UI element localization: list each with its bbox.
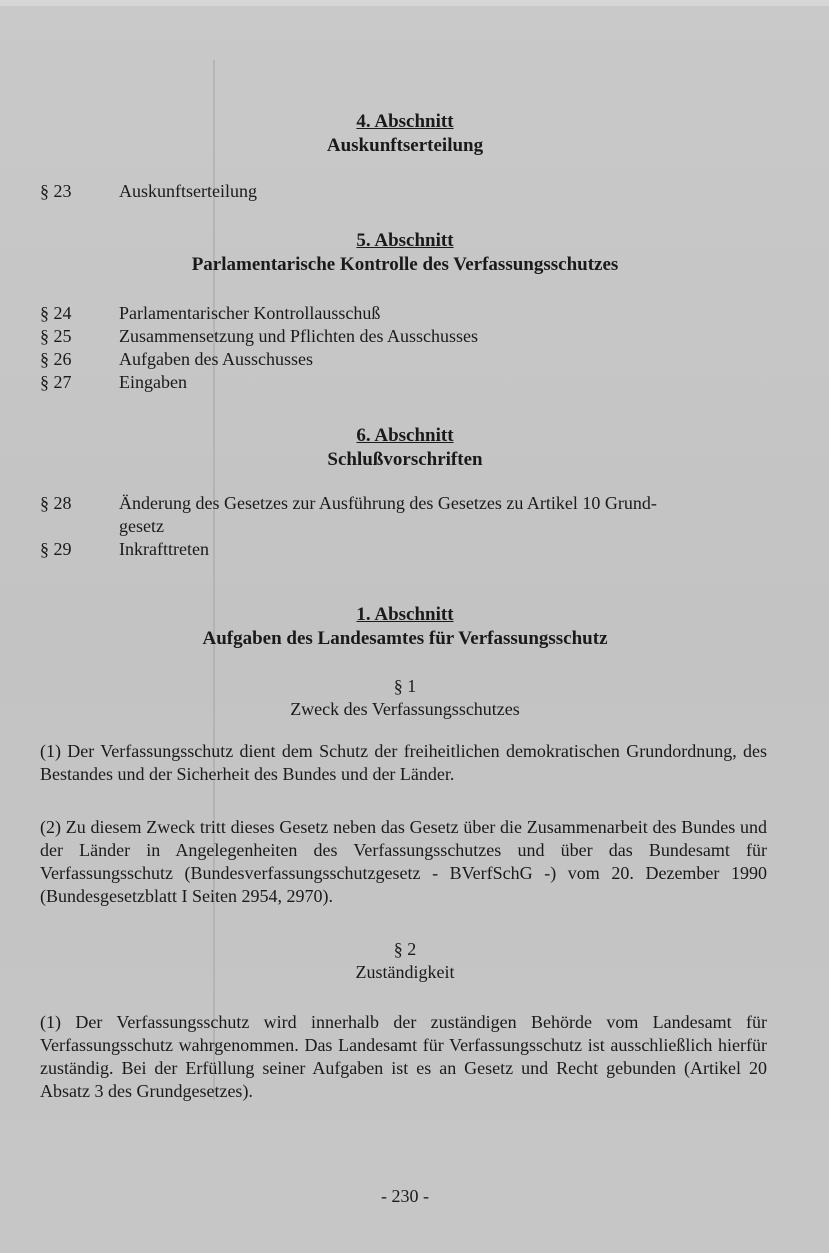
toc-title: Auskunftserteilung [119,181,257,201]
section-heading-6 [40,424,770,472]
toc-para: § 29 [40,539,72,559]
toc-title: Änderung des Gesetzes zur Ausführung des Gesetzes zu Artikel 10 Grund- [119,493,657,513]
section-title: Auskunftserteilung [326,135,484,156]
section-heading-1 [40,603,770,651]
toc-para: § 26 [40,349,72,369]
top-edge [0,0,829,6]
toc-title: Aufgaben des Ausschusses [119,349,313,369]
section-number: 4. Abschnitt [356,111,454,132]
section-title: Parlamentarische Kontrolle des Verfassungsschutzes [191,254,619,275]
toc-title: Parlamentarischer Kontrollausschuß [119,303,381,323]
toc-para: § 23 [40,181,72,201]
toc-para: § 28 [40,493,72,513]
toc-para: § 24 [40,303,72,323]
toc-title: Inkrafttreten [119,539,209,559]
section-heading-5 [40,229,770,277]
article-para: § 2 [393,939,417,959]
toc-title: Eingaben [119,372,187,392]
page-number: - 230 - [381,1186,429,1206]
toc-para: § 27 [40,372,72,392]
article-title: Zweck des Verfassungsschutzes [290,699,520,719]
section-heading-4 [40,110,770,158]
article-title: Zuständigkeit [355,962,455,982]
article-paragraph: (1) Der Verfassungsschutz dient dem Schutz der freiheitlichen demokratischen Grundordnung, des Bestandes und der Sicherheit des Bundes und der Länder. [40,741,767,784]
section-title: Aufgaben des Landesamtes für Verfassungsschutz [202,628,608,649]
section-title: Schlußvorschriften [327,449,483,470]
toc-title: Zusammensetzung und Pflichten des Ausschusses [119,326,478,346]
section-number: 6. Abschnitt [356,425,454,446]
section-number: 5. Abschnitt [356,230,454,251]
article-para: § 1 [393,676,417,696]
article-paragraph: (2) Zu diesem Zweck tritt dieses Gesetz neben das Gesetz über die Zusammenarbeit des Bundes und der Länder in Angelegenheiten des Verfassungsschutzes und über das Bundesamt für Verfassungsschutz (Bundesverfassungsschutzgesetz - BVerfSchG -) vom 20. Dezember 1990 (Bundesgesetzblatt I Seiten 2954, 2970). [40,817,767,906]
section-number: 1. Abschnitt [356,604,454,625]
article-paragraph: (1) Der Verfassungsschutz wird innerhalb der zuständigen Behörde vom Landesamt für Verfassungsschutz wahrgenommen. Das Landesamt für Verfassungsschutz ist ausschließlich hierfür zuständig. Bei der Erfüllung seiner Aufgaben ist es an Gesetz und Recht gebunden (Artikel 20 Absatz 3 des Grundgesetzes). [40,1012,767,1101]
toc-title-cont: gesetz [119,516,164,536]
toc-para: § 25 [40,326,72,346]
